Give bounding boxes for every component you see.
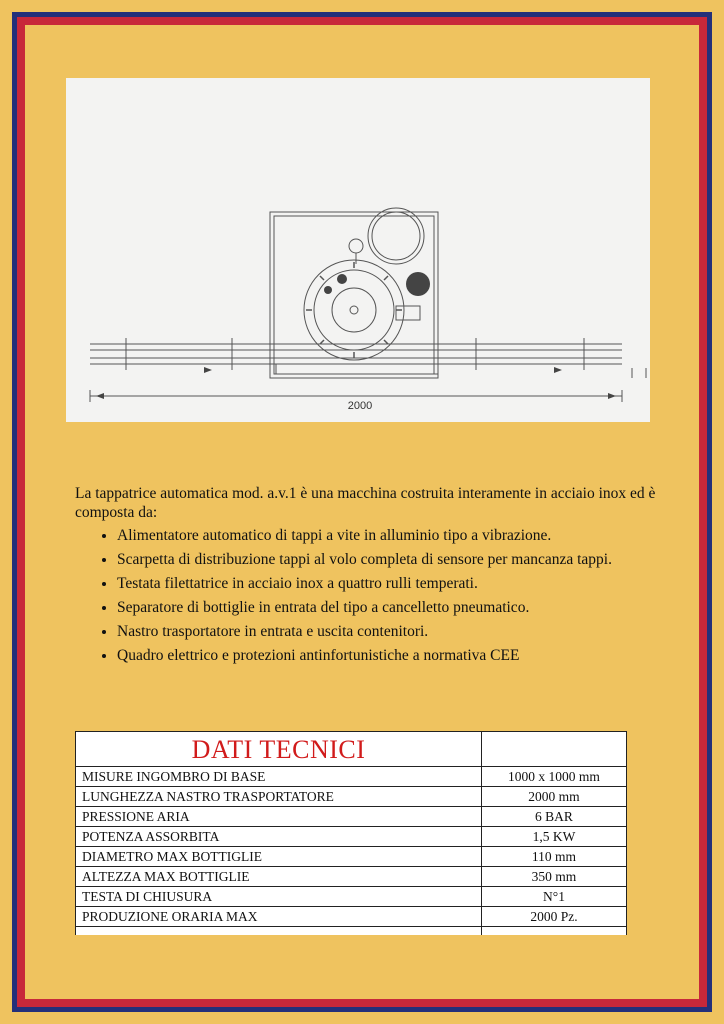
table-row (76, 827, 627, 847)
capping-machine-plan-view (66, 78, 650, 422)
spec-value: 1,5 KW (482, 827, 627, 847)
table-row (76, 847, 627, 867)
table-header-row (76, 732, 627, 767)
table-empty-cell (482, 927, 627, 936)
spec-label: POTENZA ASSORBITA (76, 827, 482, 847)
table-row (76, 887, 627, 907)
spec-label: DIAMETRO MAX BOTTIGLIE (76, 847, 482, 867)
table-empty-tail-row (76, 927, 627, 936)
technical-data-table (75, 731, 627, 935)
spec-value: 110 mm (482, 847, 627, 867)
spec-label: LUNGHEZZA NASTRO TRASPORTATORE (76, 787, 482, 807)
spec-label: PRESSIONE ARIA (76, 807, 482, 827)
list-item: • Alimentatore automatico di tappi a vite in alluminio tipo a vibrazione. (117, 526, 665, 545)
spec-value: 2000 Pz. (482, 907, 627, 927)
spec-value: 6 BAR (482, 807, 627, 827)
list-item: • Nastro trasportatore in entrata e uscita contenitori. (117, 622, 665, 641)
list-item: • Scarpetta di distribuzione tappi al volo completa di sensore per mancanza tappi. (117, 550, 665, 569)
table-row (76, 867, 627, 887)
drawing-dimension-label: 2000 (347, 400, 373, 412)
spec-label: MISURE INGOMBRO DI BASE (76, 767, 482, 787)
machine-technical-drawing (66, 78, 650, 422)
machine-description (75, 484, 665, 670)
spec-label: ALTEZZA MAX BOTTIGLIE (76, 867, 482, 887)
component-list (75, 526, 665, 665)
table-title: DATI TECNICI (76, 732, 482, 767)
table-empty-cell (76, 927, 482, 936)
table-header-empty-cell (482, 732, 627, 767)
description-intro: La tappatrice automatica mod. a.v.1 è una macchina costruita interamente in acciaio inox ed è composta da: (75, 485, 656, 521)
list-item: • Separatore di bottiglie in entrata del tipo a cancelletto pneumatico. (117, 598, 665, 617)
spec-value: 2000 mm (482, 787, 627, 807)
spec-value: 1000 x 1000 mm (482, 767, 627, 787)
spec-value: N°1 (482, 887, 627, 907)
spec-label: TESTA DI CHIUSURA (76, 887, 482, 907)
spec-label: PRODUZIONE ORARIA MAX (76, 907, 482, 927)
table-row (76, 767, 627, 787)
table-row (76, 787, 627, 807)
table-row (76, 907, 627, 927)
spec-value: 350 mm (482, 867, 627, 887)
list-item: • Testata filettatrice in acciaio inox a quattro rulli temperati. (117, 574, 665, 593)
table-row (76, 807, 627, 827)
list-item: • Quadro elettrico e protezioni antinfortunistiche a normativa CEE (117, 646, 665, 665)
